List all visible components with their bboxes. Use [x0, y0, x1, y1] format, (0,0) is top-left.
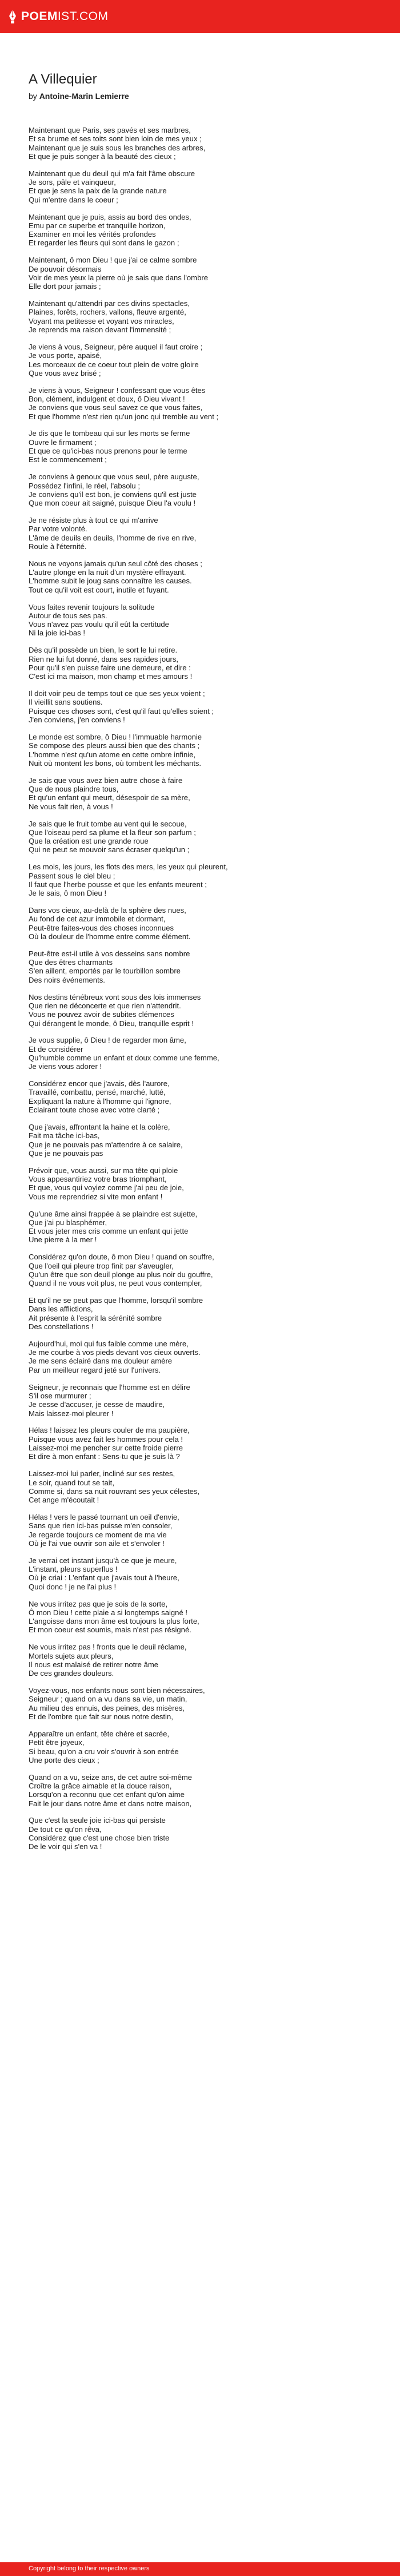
- stanza: [29, 993, 377, 1028]
- poem-body: [29, 126, 377, 1851]
- stanza: [29, 862, 377, 897]
- poem-line: Et que ce qu'ici-bas nous prenons pour le terme: [29, 447, 187, 456]
- poem-line: Une pierre à la mer !: [29, 1235, 97, 1245]
- stanza: [29, 906, 377, 941]
- poem-line: Passent sous le ciel bleu ;: [29, 871, 115, 880]
- poem-line: Il nous est malaisé de retirer notre âme: [29, 1660, 159, 1669]
- stanza: [29, 1773, 377, 1808]
- poem-line: Il vieillit sans soutiens.: [29, 698, 103, 707]
- poem-line: Qui m'entre dans le coeur ;: [29, 195, 118, 204]
- poem-line: Ô mon Dieu ! cette plaie a si longtemps saigné !: [29, 1608, 188, 1617]
- poem-line: Et qu'il ne se peut pas que l'homme, lorsqu'il sombre: [29, 1296, 203, 1305]
- poem-line: Et de considérer: [29, 1044, 83, 1054]
- poem-line: Tout ce qu'il voit est court, inutile et fuyant.: [29, 585, 169, 594]
- poem-line: Vous ne pouvez avoir de subites clémences: [29, 1010, 174, 1019]
- poem-line: Cet ange m'écoutait !: [29, 1496, 99, 1505]
- author-link[interactable]: Antoine-Marin Lemierre: [39, 92, 129, 101]
- poem-line: Et mon coeur est soumis, mais n'est pas résigné.: [29, 1625, 191, 1635]
- poem-line: Vous n'avez pas voulu qu'il eût la certitude: [29, 620, 169, 629]
- poem-line: Et vous jeter mes cris comme un enfant qui jette: [29, 1227, 189, 1236]
- poem-line: Si beau, qu'on a cru voir s'ouvrir à son entrée: [29, 1747, 179, 1756]
- stanza: [29, 1426, 377, 1461]
- poem-line: Est le commencement ;: [29, 455, 107, 464]
- poem-line: Roule à l'éternité.: [29, 542, 87, 551]
- poem-line: Considérez que c'est une chose bien triste: [29, 1834, 170, 1843]
- poem-line: Le soir, quand tout se tait,: [29, 1478, 114, 1487]
- poem-line: Bon, clément, indulgent et doux, ô Dieu vivant !: [29, 394, 185, 403]
- poem-line: Les mois, les jours, les flots des mers, les yeux qui pleurent,: [29, 862, 228, 872]
- poem-line: L'autre plonge en la nuit d'un mystère effrayant.: [29, 568, 186, 577]
- stanza: [29, 1339, 377, 1374]
- poem-line: Maintenant que je suis sous les branches des arbres,: [29, 143, 206, 152]
- poem-line: Fait ma tâche ici-bas,: [29, 1131, 100, 1140]
- stanza: [29, 1730, 377, 1764]
- poem-line: Qu'un être que son deuil plonge au plus noir du gouffre,: [29, 1270, 213, 1279]
- poem-line: S'en aillent, emportés par le tourbillon sombre: [29, 967, 181, 976]
- poem-line: Que vous avez brisé ;: [29, 368, 101, 377]
- poem-line: Par un meilleur regard jeté sur l'univers.: [29, 1365, 161, 1374]
- stanza: [29, 299, 377, 334]
- stanza: [29, 213, 377, 248]
- site-header: [0, 0, 400, 33]
- poem-line: Je conviens qu'il est bon, je conviens qu'il est juste: [29, 490, 197, 499]
- poem-line: Puisque vous avez fait les hommes pour cela !: [29, 1434, 183, 1444]
- poem-line: Considérez encor que j'avais, dès l'aurore,: [29, 1079, 170, 1088]
- poem-line: Ne vous fait rien, à vous !: [29, 802, 113, 811]
- stanza: [29, 1816, 377, 1851]
- stanza: [29, 169, 377, 204]
- poem-line: Nous ne voyons jamais qu'un seul côté des choses ;: [29, 559, 202, 568]
- poem-line: Puisque ces choses sont, c'est qu'il faut qu'elles soient ;: [29, 706, 214, 715]
- poem-line: Prévoir que, vous aussi, sur ma tête qui ploie: [29, 1166, 178, 1175]
- poem-line: Ouvre le firmament ;: [29, 438, 97, 447]
- poem-line: L'homme subit le joug sans connaître les causes.: [29, 577, 192, 586]
- poem-line: Vous me reprendriez si vite mon enfant !: [29, 1192, 163, 1201]
- poem-line: Que mon coeur ait saigné, puisque Dieu l'a voulu !: [29, 499, 196, 508]
- stanza: [29, 256, 377, 291]
- poem-line: Se compose des pleurs aussi bien que des chants ;: [29, 741, 200, 750]
- poem-line: Seigneur, je reconnais que l'homme est en délire: [29, 1382, 190, 1392]
- site-logo-text: POEMIST.COM: [21, 10, 109, 23]
- stanza: [29, 603, 377, 638]
- poem-line: Mortels sujets aux pleurs,: [29, 1651, 114, 1660]
- site-logo[interactable]: [8, 9, 109, 24]
- poem-line: C'est ici ma maison, mon champ et mes amours !: [29, 672, 193, 681]
- poem-line: Comme si, dans sa nuit rouvrant ses yeux célestes,: [29, 1486, 200, 1496]
- poem-line: Par votre volonté.: [29, 524, 87, 534]
- poem-line: Pour qu'il s'en puisse faire une demeure, et dire :: [29, 663, 191, 672]
- poem-line: Quand il ne vous voit plus, ne peut vous contempler,: [29, 1279, 202, 1288]
- poem-line: Ni la joie ici-bas !: [29, 629, 85, 638]
- poem-line: Rien ne lui fut donné, dans ses rapides jours,: [29, 654, 179, 663]
- poem-line: Et que l'homme n'est rien qu'un jonc qui tremble au vent ;: [29, 412, 219, 421]
- poem-line: Travaillé, combattu, pensé, marché, lutté,: [29, 1088, 166, 1097]
- poem-line: Il doit voir peu de temps tout ce que ses yeux voient ;: [29, 689, 205, 698]
- poem-line: Je cesse d'accuser, je cesse de maudire,: [29, 1400, 165, 1409]
- poem-line: Voyez-vous, nos enfants nous sont bien nécessaires,: [29, 1686, 205, 1695]
- poem-line: Aujourd'hui, moi qui fus faible comme une mère,: [29, 1339, 189, 1348]
- poem-line: De ces grandes douleurs.: [29, 1669, 114, 1678]
- poem-line: De tout ce qu'on rêva,: [29, 1824, 102, 1834]
- stanza: [29, 820, 377, 854]
- poem-line: Et sa brume et ses toits sont bien loin de mes yeux ;: [29, 134, 202, 144]
- poem-line: Expliquant la nature à l'homme qui l'ignore,: [29, 1096, 171, 1106]
- poem-line: Maintenant que du deuil qui m'a fait l'âme obscure: [29, 169, 195, 178]
- copyright-text: Copyright belong to their respective owners: [29, 2565, 150, 2572]
- poem-line: Que l'oiseau perd sa plume et la fleur son parfum ;: [29, 828, 196, 837]
- poem-line: Apparaître un enfant, tête chère et sacrée,: [29, 1729, 170, 1738]
- poem-line: J'en conviens, j'en conviens !: [29, 715, 125, 725]
- stanza: [29, 386, 377, 421]
- poem-line: Au fond de cet azur immobile et dormant,: [29, 915, 166, 924]
- pen-nib-icon: [8, 9, 17, 24]
- poem-line: De le voir qui s'en va !: [29, 1842, 102, 1851]
- stanza: [29, 1079, 377, 1114]
- poem-line: Maintenant que je puis, assis au bord des ondes,: [29, 212, 191, 221]
- poem-line: Laissez-moi me pencher sur cette froide pierre: [29, 1444, 183, 1453]
- stanza: [29, 776, 377, 811]
- poem-line: Nos destins ténébreux vont sous des lois immenses: [29, 992, 201, 1001]
- poem-line: Je dis que le tombeau qui sur les morts se ferme: [29, 429, 190, 438]
- stanza: [29, 1686, 377, 1721]
- poem-line: Peut-être faites-vous des choses inconnues: [29, 923, 174, 932]
- poem-line: Et regarder les fleurs qui sont dans le gazon ;: [29, 238, 179, 248]
- stanza: [29, 429, 377, 464]
- poem-line: Seigneur ; quand on a vu dans sa vie, un matin,: [29, 1695, 187, 1704]
- poem-line: Je viens à vous, Seigneur ! confessant que vous êtes: [29, 385, 206, 395]
- poem-line: Je me sens éclairé dans ma douleur amère: [29, 1357, 173, 1366]
- poem-line: Des constellations !: [29, 1322, 94, 1331]
- poem-line: Je le sais, ô mon Dieu !: [29, 889, 107, 898]
- poem-line: Ne vous irritez pas ! fronts que le deuil réclame,: [29, 1643, 187, 1652]
- poem-line: Dès qu'il possède un bien, le sort le lui retire.: [29, 646, 178, 655]
- poem-line: Que je ne pouvais pas: [29, 1148, 103, 1158]
- poem-line: Qui dérangent le monde, ô Dieu, tranquille esprit !: [29, 1019, 194, 1028]
- poem-line: Je regarde toujours ce moment de ma vie: [29, 1530, 167, 1539]
- stanza: [29, 1123, 377, 1158]
- poem-line: L'instant, pleurs superflus !: [29, 1565, 118, 1574]
- stanza: [29, 646, 377, 681]
- stanza: [29, 1469, 377, 1504]
- poem-line: Et que, vous qui voyiez comme j'ai peu de joie,: [29, 1183, 184, 1192]
- poem-line: Possédez l'infini, le réel, l'absolu ;: [29, 481, 140, 490]
- poem-line: Examiner en moi les vérités profondes: [29, 230, 156, 239]
- poem-line: Et dire à mon enfant : Sens-tu que je suis là ?: [29, 1452, 180, 1461]
- poem-line: Où la douleur de l'homme entre comme élément.: [29, 932, 191, 941]
- poem-line: Que je ne pouvais pas m'attendre à ce salaire,: [29, 1140, 183, 1149]
- poem-line: Plaines, forêts, rochers, vallons, fleuve argenté,: [29, 308, 186, 317]
- poem-line: Laissez-moi lui parler, incliné sur ses restes,: [29, 1469, 175, 1478]
- poem-line: Je sais que vous avez bien autre chose à faire: [29, 776, 183, 785]
- poem-line: Fait le jour dans notre âme et dans notre maison,: [29, 1799, 192, 1808]
- poem-line: Que la création est une grande roue: [29, 837, 149, 846]
- poem-line: Vous appesantiriez votre bras triomphant,: [29, 1175, 167, 1184]
- stanza: [29, 689, 377, 724]
- poem-line: Lorsqu'on a reconnu que cet enfant qu'on aime: [29, 1790, 185, 1799]
- poem-line: Je me courbe à vos pieds devant vos cieux ouverts.: [29, 1348, 201, 1357]
- poem-line: Où je l'ai vue ouvrir son aile et s'envoler !: [29, 1539, 165, 1548]
- poem-title: A Villequier: [29, 71, 97, 87]
- poem-line: S'il ose murmurer ;: [29, 1391, 91, 1400]
- stanza: [29, 559, 377, 594]
- poem-line: Qu'une âme ainsi frappée à se plaindre est sujette,: [29, 1209, 198, 1218]
- byline-label: by: [29, 92, 37, 101]
- poem-line: Des noirs événements.: [29, 975, 105, 984]
- poem-line: Maintenant, ô mon Dieu ! que j'ai ce calme sombre: [29, 256, 197, 265]
- poem-line: Nuit où montent les bons, où tombent les méchants.: [29, 758, 202, 768]
- poem-line: Une porte des cieux ;: [29, 1755, 99, 1764]
- poem-line: Mais laissez-moi pleurer !: [29, 1409, 114, 1418]
- poem-line: Je verrai cet instant jusqu'à ce que je meure,: [29, 1556, 177, 1565]
- poem-line: Sans que rien ici-bas puisse m'en consoler,: [29, 1521, 173, 1531]
- poem-line: Eclairant toute chose avec votre clarté ;: [29, 1106, 160, 1115]
- poem-line: Je conviens à genoux que vous seul, père auguste,: [29, 472, 199, 482]
- poem-line: Je reprends ma raison devant l'immensité ;: [29, 325, 171, 335]
- stanza: [29, 733, 377, 768]
- poem-line: Il faut que l'herbe pousse et que les enfants meurent ;: [29, 880, 207, 889]
- poem-line: Que l'oeil qui pleure trop finit par s'aveugler,: [29, 1261, 174, 1270]
- poem-line: Quoi donc ! je ne l'ai plus !: [29, 1582, 117, 1591]
- poem-line: Croître la grâce aimable et la douce raison,: [29, 1781, 172, 1790]
- poem-line: Où je criai : L'enfant que j'avais tout à l'heure,: [29, 1573, 179, 1583]
- poem-line: Hélas ! laissez les pleurs couler de ma paupière,: [29, 1426, 190, 1435]
- poem-line: Dans vos cieux, au-delà de la sphère des nues,: [29, 906, 186, 915]
- poem-line: Je vous supplie, ô Dieu ! de regarder mon âme,: [29, 1036, 186, 1045]
- poem-line: Le monde est sombre, ô Dieu ! l'immuable harmonie: [29, 732, 202, 741]
- poem-line: Ne vous irritez pas que je sois de la sorte,: [29, 1599, 168, 1608]
- stanza: [29, 1166, 377, 1201]
- poem-line: Je sais que le fruit tombe au vent qui le secoue,: [29, 819, 187, 828]
- byline: [29, 92, 377, 101]
- poem-line: Voir de mes yeux la pierre où je sais que dans l'ombre: [29, 273, 209, 282]
- poem-line: L'homme n'est qu'un atome en cette ombre infinie,: [29, 750, 196, 759]
- poem-line: Voyant ma petitesse et voyant vos miracles,: [29, 316, 174, 325]
- stanza: [29, 1253, 377, 1287]
- stanza: [29, 1383, 377, 1418]
- stanza: [29, 1643, 377, 1677]
- poem-line: Hélas ! vers le passé tournant un oeil d'envie,: [29, 1513, 179, 1521]
- poem-line: Au milieu des ennuis, des peines, des misères,: [29, 1703, 185, 1712]
- stanza: [29, 1296, 377, 1331]
- poem-line: Et qu'un enfant qui meurt, désespoir de sa mère,: [29, 793, 190, 802]
- poem-line: L'âme de deuils en deuils, l'homme de rive en rive,: [29, 533, 197, 542]
- stanza: [29, 472, 377, 507]
- stanza: [29, 516, 377, 551]
- poem-line: Et que je puis songer à la beauté des cieux ;: [29, 152, 176, 161]
- site-footer: [0, 2562, 400, 2576]
- poem-line: Je viens vous adorer !: [29, 1062, 102, 1071]
- stanza: [29, 1513, 377, 1548]
- stanza: [29, 1600, 377, 1635]
- poem-line: Qu'humble comme un enfant et doux comme une femme,: [29, 1054, 219, 1062]
- poem-line: Considérez qu'on doute, ô mon Dieu ! quand on souffre,: [29, 1253, 214, 1262]
- poem-line: Et que je sens la paix de la grande nature: [29, 186, 167, 196]
- poem-line: Petit être joyeux,: [29, 1738, 85, 1747]
- poem-line: Quand on a vu, seize ans, de cet autre soi-même: [29, 1772, 193, 1782]
- poem-line: Que rien ne déconcerte et que rien n'attendrit.: [29, 1001, 181, 1010]
- stanza: [29, 343, 377, 377]
- stanza: [29, 1036, 377, 1071]
- poem-line: Je sors, pâle et vainqueur,: [29, 178, 116, 187]
- poem-line: Peut-être est-il utile à vos desseins sans nombre: [29, 949, 190, 958]
- stanza: [29, 126, 377, 161]
- poem-line: Ait présente à l'esprit la sérénité sombre: [29, 1313, 162, 1322]
- poem-line: Je viens à vous, Seigneur, père auquel il faut croire ;: [29, 342, 203, 351]
- poem-line: L'angoisse dans mon âme est toujours la plus forte,: [29, 1617, 199, 1626]
- poem-line: Et de l'ombre que fait sur nous notre destin,: [29, 1712, 173, 1722]
- poem-line: De pouvoir désormais: [29, 264, 102, 273]
- poem-line: Je conviens que vous seul savez ce que vous faites,: [29, 403, 203, 412]
- stanza: [29, 949, 377, 984]
- poem-content: [29, 71, 377, 1859]
- poem-line: Vous faites revenir toujours la solitude: [29, 602, 155, 611]
- poem-line: Que de nous plaindre tous,: [29, 785, 119, 794]
- poem-line: Elle dort pour jamais ;: [29, 282, 101, 291]
- poem-line: Je vous porte, apaisé,: [29, 351, 102, 360]
- poem-line: Que des êtres charmants: [29, 958, 113, 967]
- poem-line: Maintenant que Paris, ses pavés et ses marbres,: [29, 126, 191, 134]
- poem-line: Que j'avais, affrontant la haine et la colère,: [29, 1122, 170, 1131]
- poem-line: Dans les afflictions,: [29, 1305, 93, 1314]
- poem-line: Maintenant qu'attendri par ces divins spectacles,: [29, 299, 190, 308]
- poem-line: Les morceaux de ce coeur tout plein de votre gloire: [29, 360, 199, 369]
- stanza: [29, 1556, 377, 1591]
- poem-line: Qui ne peut se mouvoir sans écraser quelqu'un ;: [29, 845, 190, 854]
- stanza: [29, 1210, 377, 1245]
- poem-line: Emu par ce superbe et tranquille horizon,: [29, 221, 166, 230]
- poem-line: Autour de tous ses pas.: [29, 611, 107, 620]
- poem-line: Que j'ai pu blasphémer,: [29, 1218, 107, 1227]
- poem-line: Je ne résiste plus à tout ce qui m'arrive: [29, 516, 158, 525]
- poem-line: Que c'est la seule joie ici-bas qui persiste: [29, 1816, 166, 1825]
